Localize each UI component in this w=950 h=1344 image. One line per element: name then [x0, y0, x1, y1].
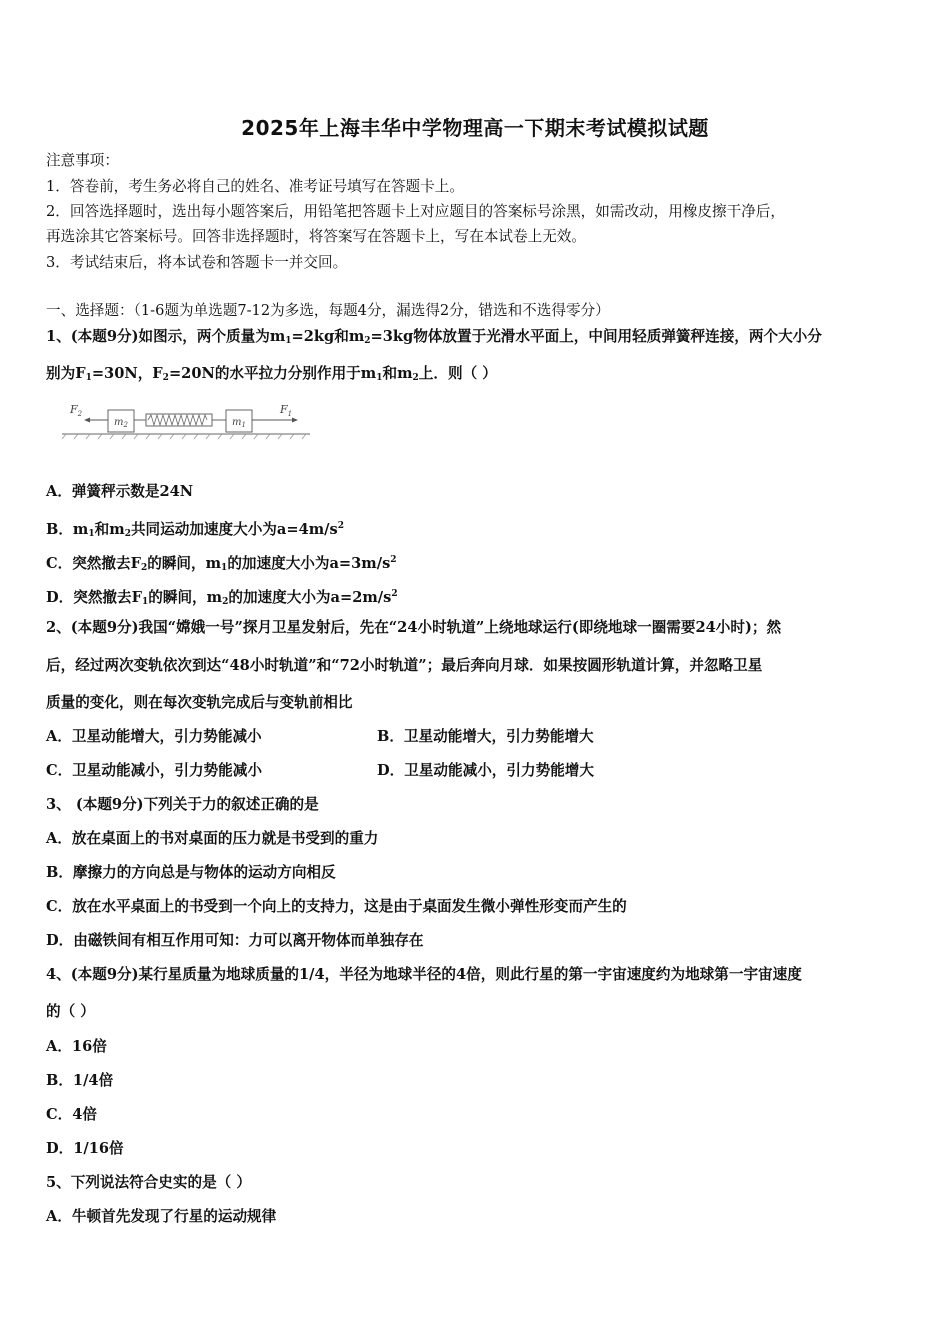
- question-1-option-d: D．突然撤去$F_1$的瞬间，$m_2$的加速度大小为$a=2m/s^2$: [46, 589, 398, 607]
- notice-heading: 注意事项：: [46, 152, 119, 169]
- question-1-stem-cont: 别为$F_1=30N$，$F_2=20N$的水平拉力分别作用于$m_1$和$m_2$上．则（ ）: [46, 365, 497, 383]
- question-2-option-d: D．卫星动能减小，引力势能增大: [377, 762, 594, 779]
- question-1-stem: 1、(本题9分)如图示，两个质量为$m_1=2kg$和$m_2=3kg$物体放置于光滑水平面上，中间用轻质弹簧秤连接，两个大小分: [46, 328, 822, 346]
- question-2-option-b: B．卫星动能增大，引力势能增大: [377, 728, 594, 745]
- question-3-option-c: C．放在水平桌面上的书受到一个向上的支持力，这是由于桌面发生微小弹性形变而产生的: [46, 898, 627, 915]
- question-2-stem-cont: 后，经过两次变轨依次到达“48小时轨道”和“72小时轨道”；最后奔向月球．如果按圆形轨道计算，并忽略卫星: [46, 657, 763, 674]
- ground-hatching: [62, 434, 306, 439]
- question-3-option-d: D．由磁铁间有相互作用可知：力可以离开物体而单独存在: [46, 932, 424, 949]
- question-1-option-c: C．突然撤去$F_2$的瞬间，$m_1$的加速度大小为$a=3m/s^2$: [46, 555, 397, 573]
- force-f1-arrowhead: [292, 418, 298, 423]
- notice-item: 再选涂其它答案标号。回答非选择题时，将答案写在答题卡上，写在本试卷上无效。: [46, 228, 586, 245]
- page-title: 2025年上海丰华中学物理高一下期末考试模拟试题: [241, 116, 709, 140]
- question-4-option-a: A．16倍: [46, 1038, 107, 1055]
- block-m2-label: $m_2$: [114, 417, 128, 429]
- question-2-stem-cont: 质量的变化，则在每次变轨完成后与变轨前相比: [46, 694, 353, 711]
- block-m1-label: $m_1$: [232, 417, 246, 429]
- question-2-option-c: C．卫星动能减小，引力势能减小: [46, 762, 262, 779]
- force-f2-arrowhead: [84, 418, 90, 423]
- notice-item: 2．回答选择题时，选出每小题答案后，用铅笔把答题卡上对应题目的答案标号涂黑，如需改动，用橡皮擦干净后，: [46, 203, 785, 220]
- question-5-option-a: A．牛顿首先发现了行星的运动规律: [46, 1208, 277, 1225]
- question-5-stem: 5、下列说法符合史实的是（ ）: [46, 1174, 251, 1191]
- question-3-option-a: A．放在桌面上的书对桌面的压力就是书受到的重力: [46, 830, 379, 847]
- question-4-stem-cont: 的（ ）: [46, 1003, 95, 1020]
- notice-item: 3．考试结束后，将本试卷和答题卡一并交回。: [46, 254, 348, 271]
- question-2-option-a: A．卫星动能增大，引力势能减小: [46, 728, 262, 745]
- spring-scale-figure: [58, 398, 314, 442]
- question-4-option-d: D．1/16倍: [46, 1140, 124, 1157]
- question-1-option-a: A．弹簧秤示数是24N: [46, 483, 194, 500]
- force-f1-label: $F_1$: [280, 403, 293, 418]
- question-4-option-b: B．1/4倍: [46, 1072, 114, 1089]
- question-2-stem: 2、(本题9分)我国“嫦娥一号”探月卫星发射后，先在“24小时轨道”上绕地球运行(即绕地球一圈需要24小时)；然: [46, 619, 782, 636]
- question-2-options-row: [46, 728, 262, 746]
- force-f2-label: $F_2$: [70, 403, 83, 418]
- question-3-option-b: B．摩擦力的方向总是与物体的运动方向相反: [46, 864, 336, 881]
- question-4-stem: 4、(本题9分)某行星质量为地球质量的1/4，半径为地球半径的4倍，则此行星的第一宇宙速度约为地球第一宇宙速度: [46, 966, 802, 983]
- section-heading: 一、选择题：（1-6题为单选题7-12为多选，每题4分，漏选得2分，错选和不选得零分）: [46, 302, 610, 319]
- notice-item: 1．答卷前，考生务必将自己的姓名、准考证号填写在答题卡上。: [46, 178, 464, 195]
- question-2-options-row: [46, 762, 262, 780]
- question-4-option-c: C．4倍: [46, 1106, 97, 1123]
- question-3-stem: 3、 (本题9分)下列关于力的叙述正确的是: [46, 796, 319, 813]
- question-1-option-b: B．$m_1$和$m_2$共同运动加速度大小为$a=4m/s^2$: [46, 521, 344, 539]
